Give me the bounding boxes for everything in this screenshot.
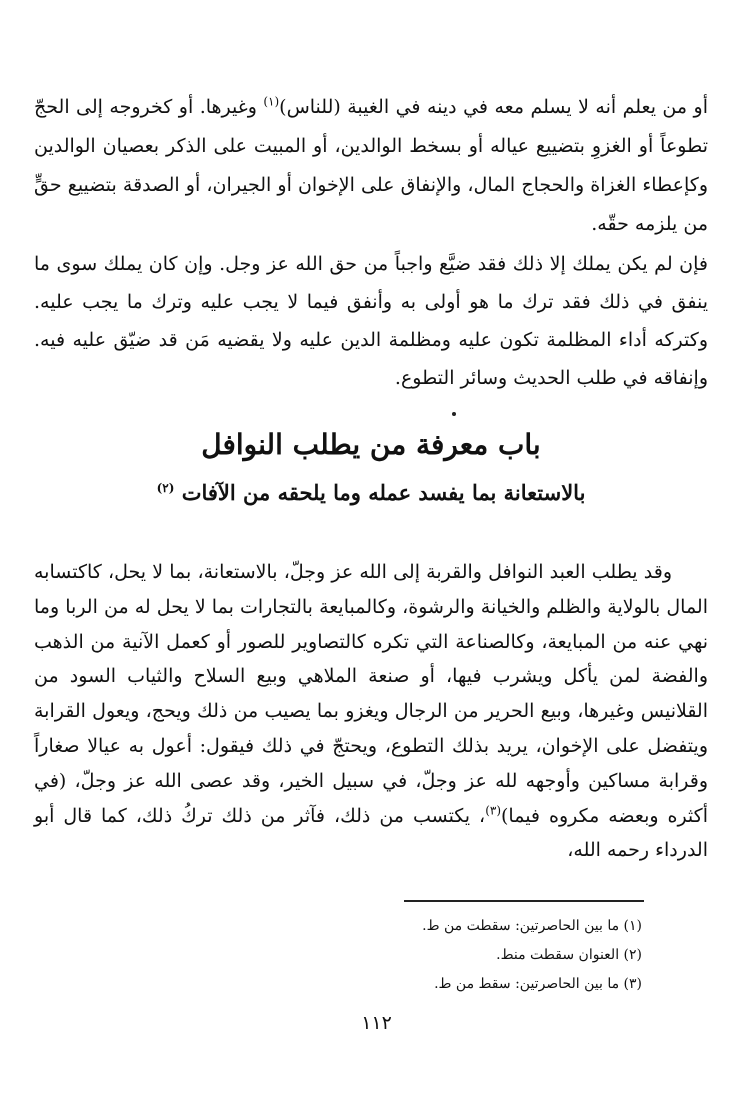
footnote-1: (١) ما بين الحاصرتين: سقطت من ط. (422, 918, 642, 934)
paragraph-obligation: فإن لم يكن يملك إلا ذلك فقد ضيَّع واجباً من حق الله عز وجل. وإن كان يملك سوى ما ينفق في ذلك فقد ترك ما هو أولى به وأنفق فيما لا يجب عليه وترك ما يجب عليه. وكتركه أداء المظلمة تكون عليه ومظلمة الدين عليه ولا يقضيه مَن قد ضيّق عليه فيه. وإنفاقه في طلب الحديث وسائر التطوع. (34, 253, 708, 389)
paragraph-text-after-note: وغيرها. أو كخروجه إلى الحجّ تطوعاً أو الغزوِ بتضييع عياله أو بسخط الوالدين، أو المبيت على الذكر بعصيان الوالدين وكإعطاء الغزاة والحجاج المال، والإنفاق على الإخوان أو الجيران، أو الصدقة بتضييع حقٍّ من يلزمه حقّه. (34, 96, 708, 235)
page-number: ١١٢ (361, 1012, 392, 1034)
section-subtitle-text: بالاستعانة بما يفسد عمله وما يلحقه من الآفات (181, 480, 586, 505)
paragraph-continuation (34, 88, 708, 244)
section-title: باب معرفة من يطلب النوافل (201, 428, 541, 461)
footnotes-list (34, 912, 642, 999)
body-text-before-note: وقد يطلب العبد النوافل والقربة إلى الله عز وجلّ، بالاستعانة، بما لا يحل، كاكتسابه المال بالولاية والظلم والخيانة والرشوة، وكالمبايعة بالتجارات بما لا يحل له من الربا وما نهي عنه من المبايعة، وكالصناعة التي تكره كالتصاوير للصور أو كعمل الآنية من الذهب والفضة لمن يأكل ويشرب فيها، أو صنعة الملاهي وبيع السلاح والثياب السود من القلانيس وغيرها، وبيع الحرير من الرجال ويغزو بما يصيب من ذلك ويحج، ويعول القرابة ويتفضل على الإخوان، يريد بذلك التطوع، ويحتجّ في ذلك فيقول: أعول به عيالا صغاراً وقرابة مساكين وأوجهه لله عز وجلّ، في سبيل الخير، وقد عصى الله عز وجلّ، (في أكثره وبعضه مكروه فيما) (34, 561, 708, 827)
footnote-ref-2: (٢) (156, 481, 175, 495)
footnote-divider (404, 900, 644, 902)
body-paragraph (34, 555, 708, 868)
section-subtitle (34, 480, 708, 505)
body-text-after-note: ، يكتسب من ذلك، فآثر من ذلك تركُ ذلك، كما قال أبو الدرداء رحمه الله، (34, 804, 708, 862)
footnote-2: (٢) العنوان سقطت منط. (496, 947, 642, 963)
paragraph-text-before-note: أو من يعلم أنه لا يسلم معه في دينه في الغيبة (للناس) (279, 96, 708, 118)
footnote-3: (٣) ما بين الحاصرتين: سقط من ط. (434, 976, 642, 992)
footnote-ref-1: (١) (263, 94, 280, 109)
footnote-ref-3: (٣) (485, 803, 502, 818)
separator-dot (452, 412, 456, 416)
